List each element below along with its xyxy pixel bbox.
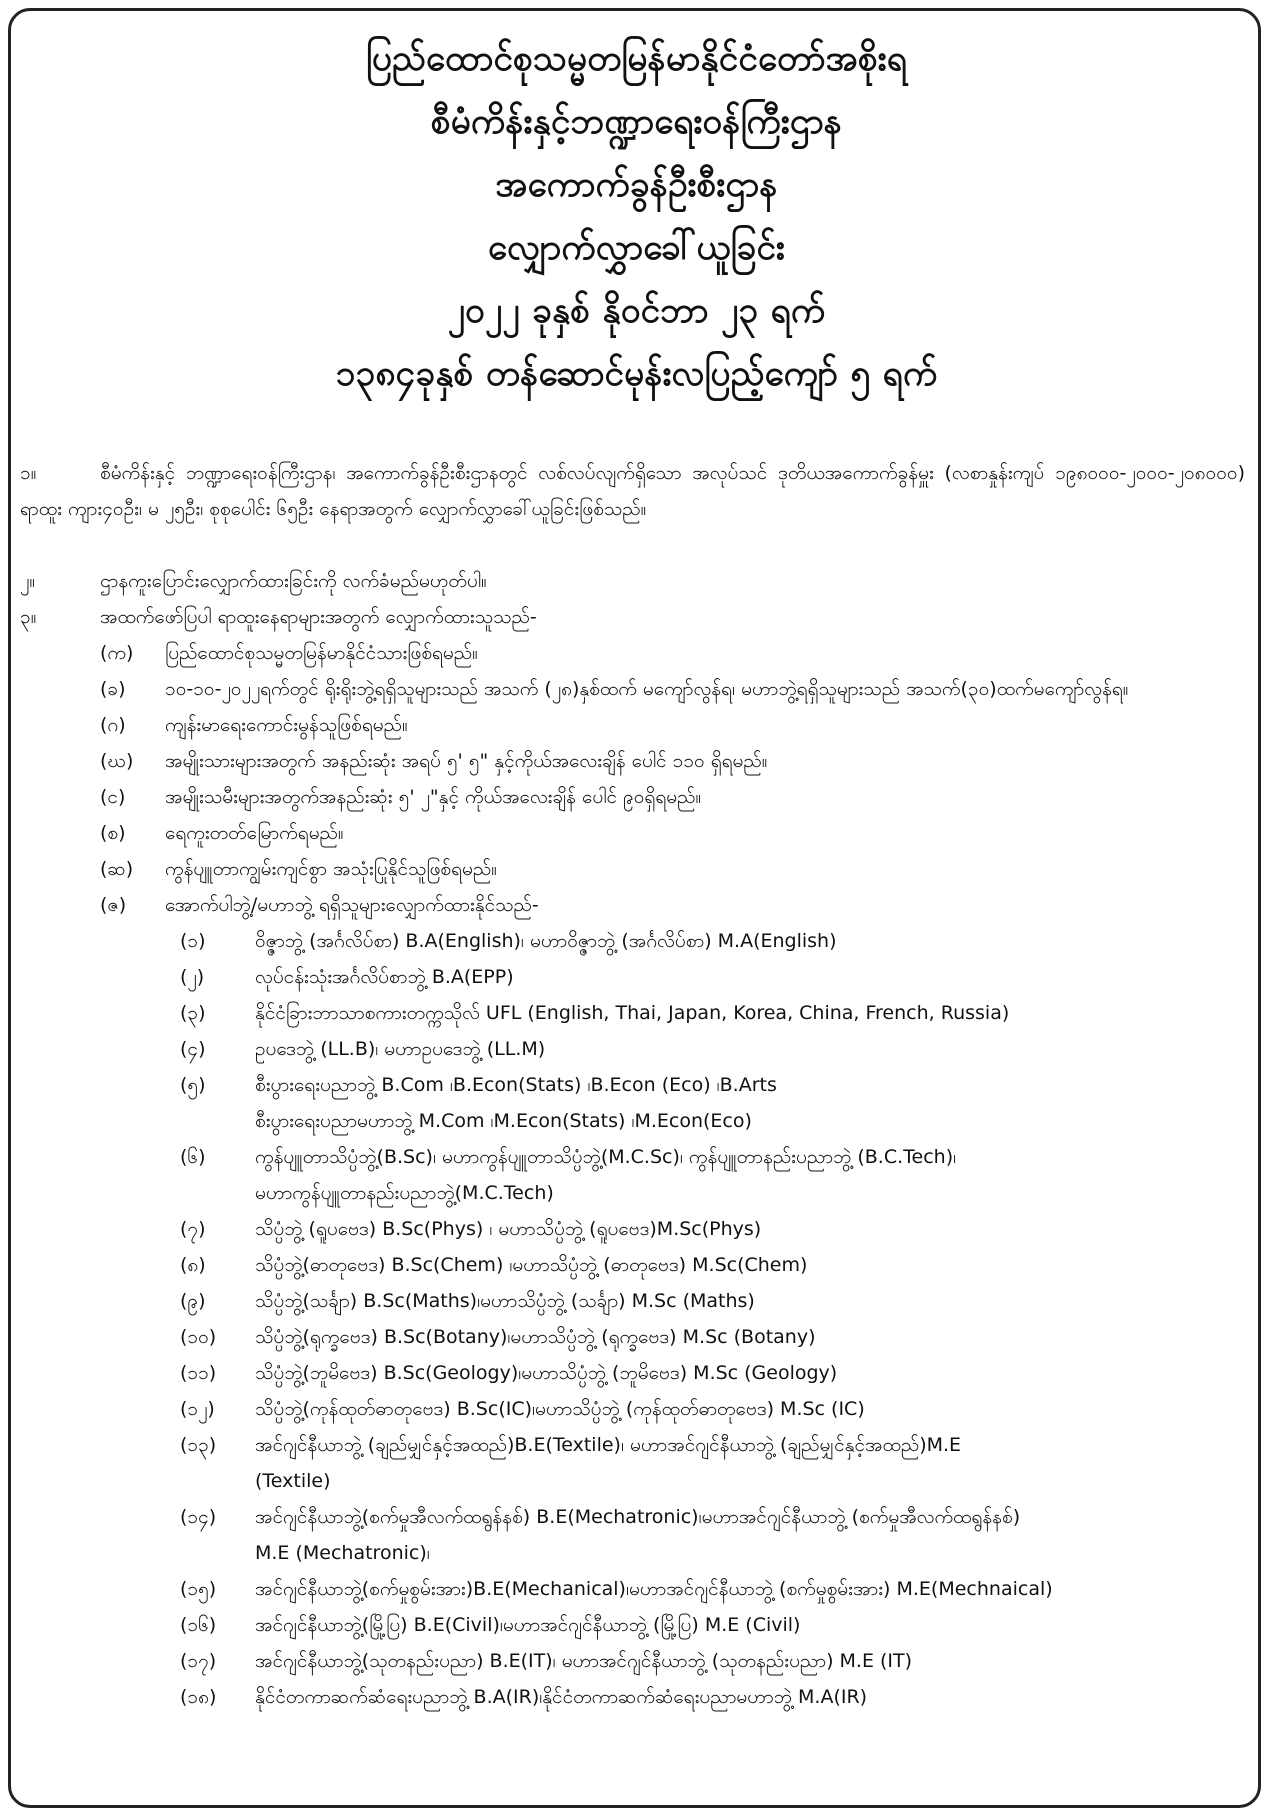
condition-item: [20, 815, 1245, 851]
degree-item: [20, 1067, 1245, 1139]
notice-body: [20, 455, 1245, 1715]
paragraph-text: စီမံကိန်းနှင့် ဘဏ္ဍာရေးဝန်ကြီးဌာန၊ အကောက်ခွန်ဦးစီးဌာနတွင် လစ်လပ်လျက်ရှိသော အလုပ်သင် ဒုတိယအကောက်ခွန်မှူး (လစာနှုန်းကျပ် ၁၉၈၀၀၀-၂၀၀၀-၂၀၈၀၀၀) ရာထူး ကျား၄၀ဦး၊ မ ၂၅ဦး၊ စုစုပေါင်း ၆၅ဦး နေရာအတွက် လျှောက်လွှာခေါ်ယူခြင်းဖြစ်သည်။: [20, 462, 1245, 520]
degree-number: (၄): [180, 1038, 206, 1060]
condition-text: အမျိုးသမီးများအတွက်အနည်းဆုံး ၅' ၂"နှင့် ကိုယ်အလေးချိန် ပေါင် ၉၀ရှိရမည်။: [165, 786, 702, 808]
ministry-title: စီမံကိန်းနှင့်ဘဏ္ဍာရေးဝန်ကြီးဌာန: [430, 102, 843, 142]
degree-text: သိပ္ပံဘွဲ့(သင်္ချာ) B.Sc(Maths)၊မဟာသိပ္ပံဘွဲ့ (သင်္ချာ) M.Sc (Maths): [255, 1290, 755, 1312]
degree-item: [20, 1247, 1245, 1283]
degree-number: (၁၇): [180, 1650, 217, 1672]
degree-number: (၇): [180, 1218, 206, 1240]
condition-number: (စ): [100, 822, 126, 844]
degree-item: [20, 1139, 1245, 1211]
notice-title: လျှောက်လွှာခေါ်ယူခြင်း: [488, 228, 785, 268]
degree-text: သိပ္ပံဘွဲ့(ရုက္ခဗေဒ) B.Sc(Botany)၊မဟာသိပ္ပံဘွဲ့ (ရုက္ခဗေဒ) M.Sc (Botany): [255, 1326, 816, 1348]
degree-text: အင်ဂျင်နီယာဘွဲ့ (ချည်မျှင်နှင့်အထည်)B.E(Textile)၊ မဟာအင်ဂျင်နီယာဘွဲ့ (ချည်မျှင်နှင့်အထည်)M.E (Textile): [255, 1434, 962, 1492]
degree-text: သိပ္ပံဘွဲ့(ကုန်ထုတ်ဓာတုဗေဒ) B.Sc(IC)၊မဟာသိပ္ပံဘွဲ့ (ကုန်ထုတ်ဓာတုဗေဒ) M.Sc (IC): [255, 1398, 865, 1420]
degree-number: (၁၈): [180, 1686, 217, 1708]
degree-number: (၁၁): [180, 1362, 217, 1384]
degree-text: ဝိဇ္ဇာဘွဲ့ (အင်္ဂလိပ်စာ) B.A(English)၊ မဟာဝိဇ္ဇာဘွဲ့ (အင်္ဂလိပ်စာ) M.A(English): [255, 930, 837, 952]
degree-number: (၃): [180, 1002, 206, 1024]
degree-text: လုပ်ငန်းသုံးအင်္ဂလိပ်စာဘွဲ့ B.A(EPP): [255, 966, 514, 988]
degree-item: [20, 1283, 1245, 1319]
degree-item: [20, 959, 1245, 995]
degree-text: နိုင်ငံတကာဆက်ဆံရေးပညာဘွဲ့ B.A(IR)၊နိုင်ငံတကာဆက်ဆံရေးပညာမဟာဘွဲ့ M.A(IR): [255, 1686, 868, 1708]
degree-number: (၁၃): [180, 1434, 217, 1456]
degree-number: (၁၄): [180, 1506, 217, 1528]
condition-number: (ဃ): [100, 750, 134, 772]
degree-item: [20, 1607, 1245, 1643]
paragraph-1: [20, 455, 1245, 563]
paragraph-number: ၁။: [20, 462, 37, 484]
condition-item: [20, 743, 1245, 779]
degree-text: အင်ဂျင်နီယာဘွဲ့(စက်မှုစွမ်းအား)B.E(Mechanical)၊မဟာအင်ဂျင်နီယာဘွဲ့ (စက်မှုစွမ်းအား) M.E(Mechnaical): [255, 1578, 1053, 1600]
condition-text: ၁၀-၁၀-၂၀၂၂ရက်တွင် ရိုးရိုးဘွဲ့ရရှိသူများသည် အသက် (၂၈)နှစ်ထက် မကျော်လွန်ရ၊ မဟာဘွဲ့ရရှိသူများသည် အသက်(၃၀)ထက်မကျော်လွန်ရ။: [165, 678, 1129, 700]
condition-number: (ခ): [100, 678, 126, 700]
paragraph-number: ၂။: [20, 570, 36, 592]
degree-item: [20, 1211, 1245, 1247]
degree-item: [20, 1571, 1245, 1607]
myanmar-date: ၁၃၈၄ခုနှစ် တန်ဆောင်မုန်းလပြည့်ကျော် ၅ ရက်: [335, 354, 938, 394]
degree-text: သိပ္ပံဘွဲ့(ဓာတုဗေဒ) B.Sc(Chem) ၊မဟာသိပ္ပံဘွဲ့ (ဓာတုဗေဒ) M.Sc(Chem): [255, 1254, 808, 1276]
degree-text: ကွန်ပျူတာသိပ္ပံဘွဲ့(B.Sc)၊ မဟာကွန်ပျူတာသိပ္ပံဘွဲ့(M.C.Sc)၊ ကွန်ပျူတာနည်းပညာဘွဲ့ (B.C.Tech)၊ မဟာကွန်ပျူတာနည်းပညာဘွဲ့(M.C.Tech): [255, 1146, 957, 1204]
degree-item: [20, 995, 1245, 1031]
condition-item: [20, 707, 1245, 743]
degree-text: အင်ဂျင်နီယာဘွဲ့(သုတနည်းပညာ) B.E(IT)၊ မဟာအင်ဂျင်နီယာဘွဲ့ (သုတနည်းပညာ) M.E (IT): [255, 1650, 913, 1672]
degree-list: [20, 923, 1245, 1715]
degree-text: အင်ဂျင်နီယာဘွဲ့(စက်မှုအီလက်ထရွန်နစ်) B.E(Mechatronic)၊မဟာအင်ဂျင်နီယာဘွဲ့ (စက်မှုအီလက်ထရွန်နစ်) M.E (Mechatronic)၊: [255, 1506, 1021, 1564]
degree-text: နိုင်ငံခြားဘာသာစကားတက္ကသိုလ် UFL (English, Thai, Japan, Korea, China, French, Russia): [255, 1002, 1010, 1024]
department-title: အကောက်ခွန်ဦးစီးဌာန: [495, 165, 778, 205]
degree-text: သိပ္ပံဘွဲ့(ဘူမိဗေဒ) B.Sc(Geology)၊မဟာသိပ္ပံဘွဲ့ (ဘူမိဗေဒ) M.Sc (Geology): [255, 1362, 838, 1384]
condition-item: [20, 671, 1245, 707]
degree-number: (၁): [180, 930, 206, 952]
degree-item: [20, 1427, 1245, 1499]
degree-item: [20, 1679, 1245, 1715]
degree-number: (၁၅): [180, 1578, 217, 1600]
degree-text: ဥပဒေဘွဲ့ (LL.B)၊ မဟာဥပဒေဘွဲ့ (LL.M): [255, 1038, 546, 1060]
condition-item: [20, 887, 1245, 923]
degree-item: [20, 1499, 1245, 1571]
degree-number: (၆): [180, 1146, 206, 1168]
degree-text: အင်ဂျင်နီယာဘွဲ့(မြို့ပြ) B.E(Civil)၊မဟာအင်ဂျင်နီယာဘွဲ့ (မြို့ပြ) M.E (Civil): [255, 1614, 801, 1636]
condition-text: ရေကူးတတ်မြောက်ရမည်။: [165, 822, 344, 844]
degree-item: [20, 1319, 1245, 1355]
condition-item: [20, 851, 1245, 887]
degree-item: [20, 1031, 1245, 1067]
gregorian-date: ၂၀၂၂ ခုနှစ် နိုဝင်ဘာ ၂၃ ရက်: [447, 291, 826, 331]
condition-text: ပြည်ထောင်စုသမ္မတမြန်မာနိုင်ငံသားဖြစ်ရမည်။: [165, 642, 478, 664]
paragraph-number: ၃။: [20, 606, 37, 628]
condition-number: (င): [100, 786, 126, 808]
condition-number: (က): [100, 642, 134, 664]
paragraph-3: [20, 599, 1245, 635]
degree-number: (၂): [180, 966, 205, 988]
degree-number: (၁၀): [180, 1326, 217, 1348]
government-title: ပြည်ထောင်စုသမ္မတမြန်မာနိုင်ငံတော်အစိုးရ: [365, 39, 908, 79]
notice-header: [0, 28, 1273, 406]
condition-number: (ဂ): [100, 714, 126, 736]
condition-number: (ဆ): [100, 858, 134, 880]
degree-item: [20, 1355, 1245, 1391]
condition-item: [20, 635, 1245, 671]
degree-item: [20, 1643, 1245, 1679]
degree-number: (၁၆): [180, 1614, 217, 1636]
degree-item: [20, 1391, 1245, 1427]
condition-text: ကွန်ပျူတာကျွမ်းကျင်စွာ အသုံးပြုနိုင်သူဖြစ်ရမည်။: [165, 858, 498, 880]
paragraph-text: အထက်ဖော်ပြပါ ရာထူးနေရာများအတွက် လျှောက်ထားသူသည်-: [100, 606, 537, 628]
degree-number: (၁၂): [180, 1398, 215, 1420]
degree-text: သိပ္ပံဘွဲ့ (ရူပဗေဒ) B.Sc(Phys) ၊ မဟာသိပ္ပံဘွဲ့ (ရူပဗေဒ)M.Sc(Phys): [255, 1218, 762, 1240]
condition-number: (ဇ): [100, 894, 127, 916]
degree-number: (၈): [180, 1254, 206, 1276]
degree-number: (၉): [180, 1290, 206, 1312]
condition-text: ကျန်းမာရေးကောင်းမွန်သူဖြစ်ရမည်။: [165, 714, 408, 736]
conditions-list: [20, 635, 1245, 923]
paragraph-2: [20, 563, 1245, 599]
degree-text: စီးပွားရေးပညာဘွဲ့ B.Com ၊B.Econ(Stats) ၊B.Econ (Eco) ၊B.Arts စီးပွားရေးပညာမဟာဘွဲ့ M.Com ၊M.Econ(Stats) ၊M.Econ(Eco): [255, 1074, 777, 1132]
condition-text: အမျိုးသားများအတွက် အနည်းဆုံး အရပ် ၅' ၅" နှင့်ကိုယ်အလေးချိန် ပေါင် ၁၁၀ ရှိရမည်။: [165, 750, 768, 772]
paragraph-text: ဌာနကူးပြောင်းလျှောက်ထားခြင်းကို လက်ခံမည်မဟုတ်ပါ။: [100, 570, 487, 592]
degree-item: [20, 923, 1245, 959]
condition-item: [20, 779, 1245, 815]
degree-number: (၅): [180, 1074, 206, 1096]
condition-text: အောက်ပါဘွဲ့/မဟာဘွဲ့ ရရှိသူများလျှောက်ထားနိုင်သည်-: [165, 894, 539, 916]
